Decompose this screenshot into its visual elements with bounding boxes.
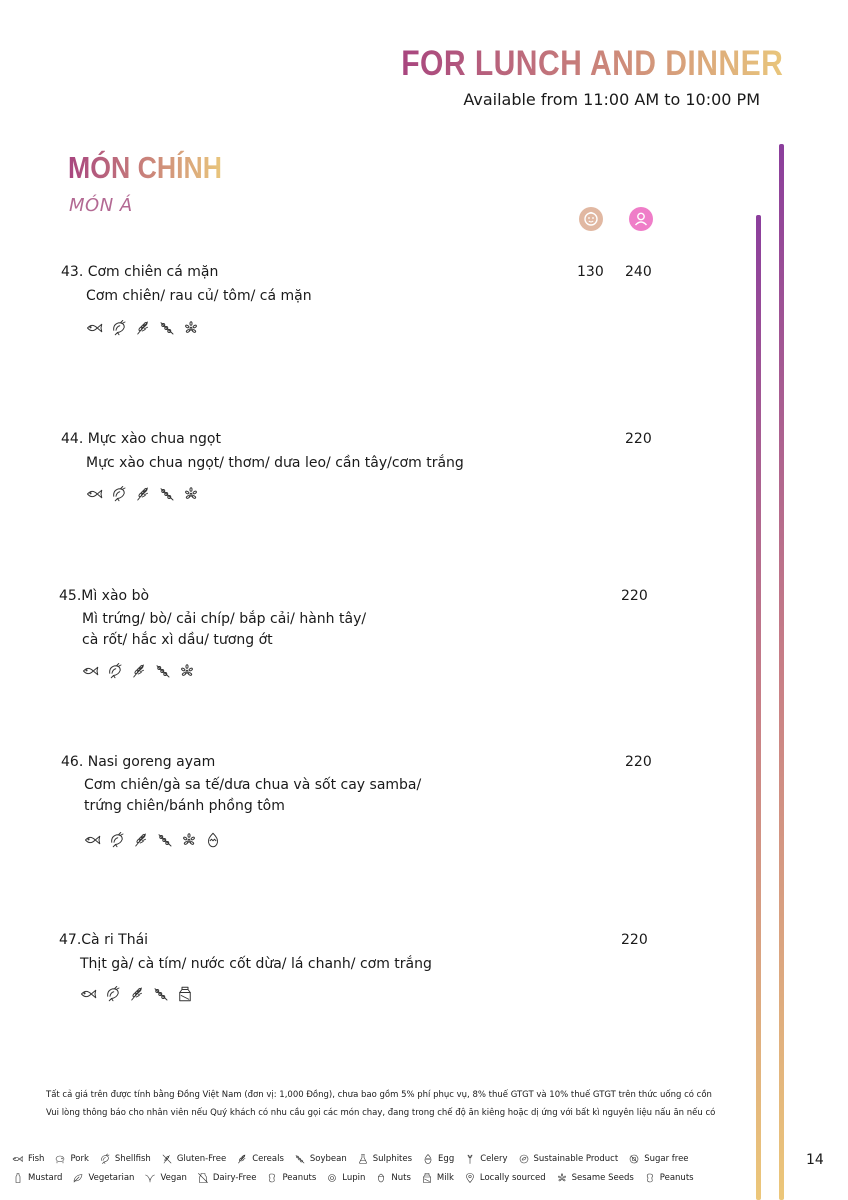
legend-item [99, 1153, 151, 1165]
menu-item-name: 44. Mực xào chua ngọt [61, 431, 221, 447]
legend-item [294, 1153, 347, 1165]
legend-label: Sugar free [644, 1154, 689, 1164]
legend-item [161, 1153, 226, 1165]
milk-icon [421, 1172, 433, 1184]
legend-label: Lupin [342, 1173, 366, 1183]
legend-label: Gluten-Free [176, 1154, 227, 1164]
soybean-icon [156, 831, 174, 849]
legend-label: Pork [70, 1154, 89, 1164]
legend-label: Vegetarian [88, 1173, 135, 1183]
shellfish-icon [110, 485, 128, 503]
shellfish-icon [99, 1153, 111, 1165]
price-adult: 220 [625, 754, 652, 770]
gluten-free-icon [161, 1153, 173, 1165]
menu-item-description: Mì trứng/ bò/ cải chíp/ bắp cải/ hành tây/ [82, 611, 367, 627]
fish-icon [84, 831, 102, 849]
egg-icon [422, 1153, 434, 1165]
section-title: MÓN CHÍNH [68, 150, 223, 185]
pork-icon [54, 1153, 66, 1165]
vegan-icon [144, 1172, 156, 1184]
decorative-bar-inner [756, 215, 761, 1200]
legend-label: Cereals [252, 1154, 284, 1164]
peanut-icon [644, 1172, 656, 1184]
sesame-icon [180, 831, 198, 849]
sustainable-icon [518, 1153, 530, 1165]
sulphites-icon [357, 1153, 369, 1165]
dairy-free-icon [197, 1172, 209, 1184]
legend-item [357, 1153, 412, 1165]
sesame-icon [182, 485, 200, 503]
allergen-icons [86, 319, 200, 337]
price-child: 130 [577, 264, 604, 280]
cereals-icon [134, 319, 152, 337]
section-subtitle: MÓN Á [69, 195, 133, 216]
fish-icon [82, 662, 100, 680]
menu-item-name: 46. Nasi goreng ayam [61, 754, 216, 770]
legend-label: Soybean [309, 1154, 347, 1164]
legend-item [12, 1172, 62, 1184]
page-title: FOR LUNCH AND DINNER [400, 44, 783, 83]
legend-item [422, 1153, 454, 1165]
shellfish-icon [108, 831, 126, 849]
legend-label: Mustard [28, 1173, 63, 1183]
dietary-note: Vui lòng thông báo cho nhân viên nếu Quý khách có nhu cầu gọi các món chay, đang trong chế độ ăn kiêng hoặc dị ứng với bất kì nguyên liệu nấu ăn nếu có [46, 1108, 716, 1118]
shellfish-icon [110, 319, 128, 337]
legend-label: Vegan [160, 1173, 187, 1183]
legend-item [518, 1153, 619, 1165]
legend-item [375, 1172, 411, 1184]
menu-item-description: Cơm chiên/gà sa tế/dưa chua và sốt cay samba/ [84, 777, 422, 793]
legend-item [197, 1172, 257, 1184]
soybean-icon [154, 662, 172, 680]
page-number: 14 [806, 1152, 824, 1168]
legend-item [628, 1153, 688, 1165]
menu-item-name: 43. Cơm chiên cá mặn [61, 264, 219, 280]
nuts-icon [375, 1172, 387, 1184]
legend-item [326, 1172, 365, 1184]
sesame-icon [556, 1172, 568, 1184]
sesame-icon [182, 319, 200, 337]
legend-label: Locally sourced [479, 1173, 546, 1183]
price-adult: 220 [625, 431, 652, 447]
mustard-icon [12, 1172, 24, 1184]
menu-item-description: Mực xào chua ngọt/ thơm/ dưa leo/ cần tây/cơm trắng [86, 455, 464, 471]
legend-label: Celery [480, 1154, 508, 1164]
menu-item-name: 45.Mì xào bò [59, 588, 150, 604]
legend-label: Egg [438, 1154, 455, 1164]
legend-label: Peanuts [282, 1173, 317, 1183]
menu-item-description: cà rốt/ hắc xì dầu/ tương ớt [82, 632, 273, 648]
legend-item [556, 1172, 634, 1184]
legend-label: Sulphites [372, 1154, 413, 1164]
cereals-icon [132, 831, 150, 849]
legend-label: Shellfish [114, 1154, 151, 1164]
legend-item [54, 1153, 88, 1165]
price-adult: 220 [621, 588, 648, 604]
menu-item-description: Cơm chiên/ rau củ/ tôm/ cá mặn [86, 288, 312, 304]
legend-item [12, 1153, 44, 1165]
adult-portion-icon [629, 207, 653, 231]
allergen-legend-row-1 [12, 1153, 699, 1165]
cereals-icon [128, 985, 146, 1003]
price-adult: 220 [621, 932, 648, 948]
cereals-icon [236, 1153, 248, 1165]
legend-item [266, 1172, 316, 1184]
availability-text: Available from 11:00 AM to 10:00 PM [463, 90, 760, 109]
fish-icon [86, 485, 104, 503]
legend-item [72, 1172, 134, 1184]
legend-item [236, 1153, 284, 1165]
legend-label: Sustainable Product [533, 1154, 619, 1164]
allergen-icons [80, 985, 194, 1003]
menu-item-name: 47.Cà ri Thái [59, 932, 149, 948]
soybean-icon [152, 985, 170, 1003]
soybean-icon [294, 1153, 306, 1165]
cereals-icon [134, 485, 152, 503]
egg-icon [204, 831, 222, 849]
vegetarian-icon [72, 1172, 84, 1184]
soybean-icon [158, 319, 176, 337]
legend-item [464, 1172, 546, 1184]
menu-item-description: trứng chiên/bánh phồng tôm [84, 798, 285, 814]
lupin-icon [326, 1172, 338, 1184]
legend-item [464, 1153, 507, 1165]
legend-item [644, 1172, 694, 1184]
legend-label: Nuts [391, 1173, 411, 1183]
allergen-icons [84, 831, 222, 849]
milk-icon [176, 985, 194, 1003]
soybean-icon [158, 485, 176, 503]
shellfish-icon [104, 985, 122, 1003]
legend-label: Fish [28, 1154, 45, 1164]
child-portion-icon [579, 207, 603, 231]
legend-item [144, 1172, 186, 1184]
allergen-icons [82, 662, 196, 680]
price-note: Tất cả giá trên được tính bằng Đồng Việt Nam (đơn vị: 1,000 Đồng), chưa bao gồm 5% phí phục vụ, 8% thuế GTGT và 10% thuế GTGT trên thức uống có cồn [46, 1090, 712, 1100]
allergen-icons [86, 485, 200, 503]
legend-label: Milk [436, 1173, 454, 1183]
fish-icon [86, 319, 104, 337]
allergen-legend-row-2 [12, 1172, 704, 1184]
menu-item-description: Thịt gà/ cà tím/ nước cốt dừa/ lá chanh/ cơm trắng [80, 956, 432, 972]
legend-label: Sesame Seeds [571, 1173, 634, 1183]
legend-label: Peanuts [659, 1173, 694, 1183]
price-adult: 240 [625, 264, 652, 280]
legend-item [421, 1172, 454, 1184]
legend-label: Dairy-Free [212, 1173, 257, 1183]
locally-sourced-icon [464, 1172, 476, 1184]
decorative-bar-outer [779, 144, 784, 1200]
fish-icon [80, 985, 98, 1003]
fish-icon [12, 1153, 24, 1165]
peanut-icon [266, 1172, 278, 1184]
celery-icon [464, 1153, 476, 1165]
shellfish-icon [106, 662, 124, 680]
cereals-icon [130, 662, 148, 680]
sugar-free-icon [628, 1153, 640, 1165]
sesame-icon [178, 662, 196, 680]
